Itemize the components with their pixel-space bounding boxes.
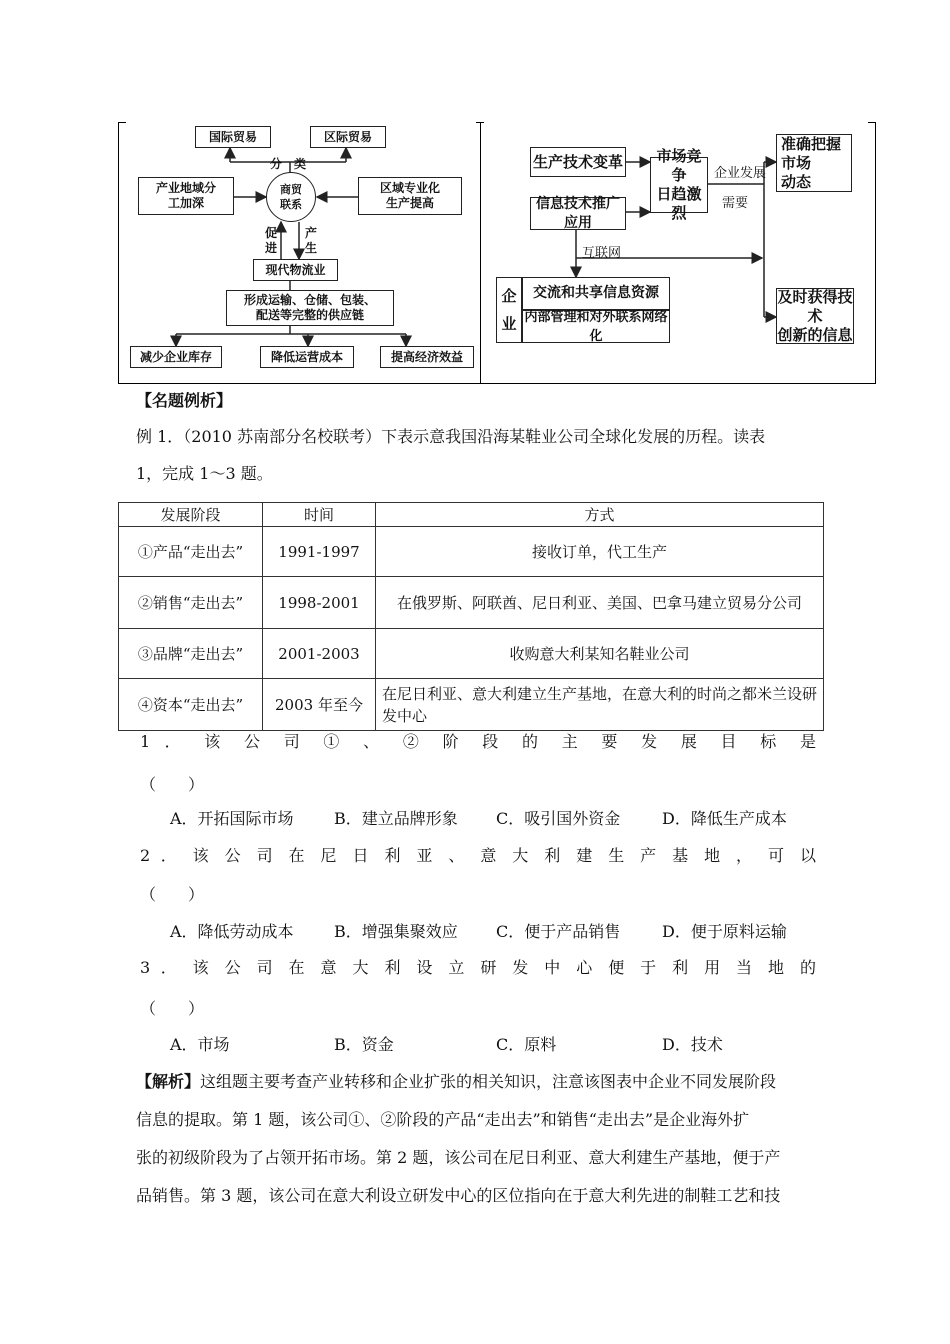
- table-cell: ④资本“走出去”: [119, 679, 263, 731]
- network-label: 内部管理和对外联系网络化: [524, 309, 668, 344]
- specialization-label: 区域专业化 生产提高: [379, 181, 440, 210]
- table-cell: 1998-2001: [263, 577, 376, 629]
- table-cell: 1991-1997: [263, 527, 376, 577]
- q3-option-c: C．原料: [496, 1035, 557, 1054]
- classify-label: 分 类: [270, 157, 307, 171]
- table-row: [119, 577, 824, 629]
- table-row: [119, 679, 824, 731]
- table-cell: 接收订单，代工生产: [376, 527, 824, 577]
- q1-option-a: A．开拓国际市场: [170, 809, 294, 828]
- dev-label: 企业发展: [714, 166, 767, 181]
- grasp-market-label: 准确把握市场 动态: [781, 134, 842, 191]
- question-3: 3 ． 该 公 司 在 意 大 利 设 立 研 发 中 心 便 于 利 用 当 地 的: [140, 958, 816, 977]
- reduce-cost-box: [260, 346, 354, 368]
- competition-label: 市场竞争 日趋激烈: [656, 147, 702, 222]
- header-method: 方式: [376, 503, 824, 527]
- industry-deepen-label: 产业地域分 工加深: [155, 181, 216, 210]
- analysis-line4: 品销售。第 3 题，该公司在意大利设立研发中心的区位指向在于意大利先进的制鞋工艺和技: [136, 1186, 781, 1205]
- section-title: 【名题例析】: [136, 391, 233, 410]
- produce-label: 产生: [304, 226, 317, 255]
- corner-tick-right: [868, 122, 876, 123]
- q2-option-a: A．降低劳动成本: [170, 922, 294, 941]
- question-1: 1 ． 该 公 司 ① 、 ② 阶 段 的 主 要 发 展 目 标 是: [140, 732, 816, 751]
- table-header-row: [119, 503, 824, 527]
- table-cell: 收购意大利某知名鞋业公司: [376, 629, 824, 679]
- analysis-label: 【解析】: [136, 1072, 201, 1091]
- regional-trade-box: [310, 126, 386, 148]
- reduce-cost-label: 降低运营成本: [270, 349, 343, 364]
- q2-option-d: D．便于原料运输: [662, 922, 787, 941]
- table-cell: ③品牌“走出去”: [119, 629, 263, 679]
- logistics-label: 现代物流业: [265, 262, 326, 277]
- table-row: [119, 527, 824, 577]
- q3-option-b: B．资金: [334, 1035, 394, 1054]
- need-label: 需要: [722, 196, 749, 211]
- industry-deepen-box: [138, 177, 234, 215]
- table-cell: ①产品“走出去”: [119, 527, 263, 577]
- enterprise-label: 企 业: [501, 287, 517, 333]
- q2-option-b: B．增强集聚效应: [334, 922, 458, 941]
- analysis-line1: [136, 1070, 776, 1094]
- question-2-paren: （ ）: [140, 885, 205, 904]
- analysis-text-1: 这组题主要考查产业转移和企业扩张的相关知识，注意该图表中企业不同发展阶段: [200, 1072, 777, 1091]
- obtain-tech-box: [776, 288, 854, 344]
- internet-label: 互联网: [582, 246, 622, 261]
- share-info-label: 交流和共享信息资源: [533, 285, 659, 301]
- obtain-tech-label: 及时获得技术 创新的信息: [777, 287, 853, 344]
- header-time: 时间: [263, 503, 376, 527]
- frame-divider: [480, 122, 481, 384]
- q1-option-d: D．降低生产成本: [662, 809, 787, 828]
- regional-trade-label: 区际贸易: [323, 129, 372, 144]
- network-box: [522, 310, 670, 343]
- q3-option-d: D．技术: [662, 1035, 723, 1054]
- diagram-frame: [118, 122, 876, 384]
- table-cell: 2003 年至今: [263, 679, 376, 731]
- question-1-paren: （ ）: [140, 775, 205, 794]
- table-cell: ②销售“走出去”: [119, 577, 263, 629]
- info-tech-label: 信息技术推广应用: [536, 195, 620, 231]
- reduce-stock-box: [130, 346, 222, 368]
- table-cell: 2001-2003: [263, 629, 376, 679]
- reduce-stock-label: 减少企业库存: [139, 349, 212, 364]
- share-info-box: [522, 277, 670, 310]
- header-stage: 发展阶段: [119, 503, 263, 527]
- promote-label: 促进: [264, 226, 277, 255]
- improve-benefit-box: [380, 346, 474, 368]
- specialization-box: [358, 177, 462, 215]
- example-line2: 1，完成 1～3 题。: [136, 464, 273, 483]
- table-row: [119, 629, 824, 679]
- intl-trade-label: 国际贸易: [208, 129, 257, 144]
- question-3-paren: （ ）: [140, 999, 205, 1018]
- table-cell: 在俄罗斯、阿联酋、尼日利亚、美国、巴拿马建立贸易分公司: [376, 577, 824, 629]
- question-2: 2 ． 该 公 司 在 尼 日 利 亚 、 意 大 利 建 生 产 基 地 ， 可 以: [140, 846, 816, 865]
- q1-option-c: C．吸引国外资金: [496, 809, 621, 828]
- table-cell: 在尼日利亚、意大利建立生产基地，在意大利的时尚之都米兰设研发中心: [376, 679, 824, 731]
- info-tech-box: [530, 197, 626, 230]
- q3-option-a: A．市场: [170, 1035, 230, 1054]
- commerce-link-circle: [266, 172, 316, 222]
- improve-benefit-label: 提高经济效益: [390, 349, 463, 364]
- supply-chain-label: 形成运输、仓储、包装、 配送等完整的供应链: [243, 293, 376, 322]
- grasp-market-box: [776, 134, 852, 192]
- q2-option-c: C．便于产品销售: [496, 922, 621, 941]
- logistics-box: [253, 259, 338, 281]
- analysis-line2: 信息的提取。第 1 题，该公司①、②阶段的产品“走出去”和销售“走出去”是企业海外扩: [136, 1110, 750, 1129]
- development-table: [118, 502, 824, 731]
- example-line1: 例 1．（2010 苏南部分名校联考）下表示意我国沿海某鞋业公司全球化发展的历程。读表: [136, 427, 766, 446]
- tech-change-box: [530, 147, 626, 177]
- supply-chain-box: [226, 290, 394, 326]
- q1-option-b: B．建立品牌形象: [334, 809, 458, 828]
- analysis-line3: 张的初级阶段为了占领开拓市场。第 2 题，该公司在尼日利亚、意大利建生产基地，便于产: [136, 1148, 781, 1167]
- commerce-link-label: 商贸 联系: [280, 183, 302, 211]
- intl-trade-box: [195, 126, 271, 148]
- tech-change-label: 生产技术变革: [532, 152, 623, 171]
- competition-box: [650, 147, 708, 222]
- enterprise-box: [496, 277, 522, 343]
